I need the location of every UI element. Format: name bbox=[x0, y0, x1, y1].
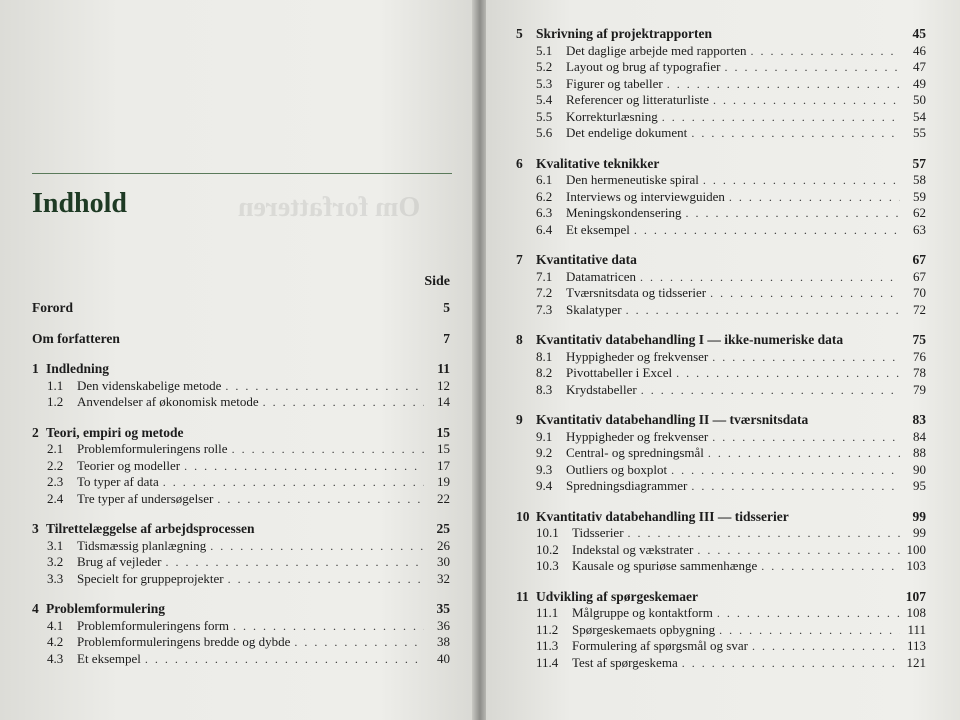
entry-title: Målgruppe og kontaktform bbox=[572, 605, 713, 620]
entry-number: 1.1 bbox=[47, 377, 64, 393]
toc-section-entry bbox=[516, 622, 926, 639]
entry-page-number: 50 bbox=[913, 92, 926, 107]
toc-section-entry bbox=[516, 382, 926, 399]
toc-section-entry bbox=[516, 285, 926, 302]
entry-number: 7.3 bbox=[536, 301, 553, 317]
entry-page-number: 17 bbox=[437, 457, 450, 473]
entry-title: Teorier og modeller bbox=[77, 457, 181, 473]
toc-gap bbox=[32, 507, 450, 521]
entry-title: Kvantitativ databehandling III — tidsserier bbox=[536, 508, 789, 524]
entry-title: Problemformuleringens form bbox=[77, 617, 229, 633]
toc-section-entry bbox=[32, 394, 450, 411]
entry-page-number: 22 bbox=[437, 490, 450, 506]
entry-number: 5.3 bbox=[536, 75, 553, 91]
entry-title: Et eksempel bbox=[566, 221, 630, 237]
entry-title: Kausale og spuriøse sammenhænge bbox=[572, 558, 758, 573]
entry-number: 2.3 bbox=[47, 474, 64, 489]
toc-section-entry bbox=[32, 538, 450, 555]
left-page bbox=[0, 0, 474, 720]
entry-title: Formulering af spørgsmål og svar bbox=[572, 638, 748, 653]
entry-title: Kvantitativ databehandling II — tværsnitsdata bbox=[536, 412, 809, 427]
toc-section-entry bbox=[516, 76, 926, 93]
dot-leader bbox=[626, 302, 900, 319]
entry-number: 3.3 bbox=[47, 570, 64, 586]
dot-leader bbox=[750, 43, 900, 60]
entry-number: 5.2 bbox=[536, 59, 553, 74]
entry-number: 6.4 bbox=[536, 221, 553, 237]
entry-title: Kvantitative data bbox=[536, 252, 637, 267]
entry-number: 8.3 bbox=[536, 381, 553, 397]
toc-section-entry bbox=[32, 441, 450, 458]
entry-page-number: 5 bbox=[443, 300, 450, 315]
entry-title: Interviews og interviewguiden bbox=[566, 188, 725, 204]
entry-title: Hyppigheder og frekvenser bbox=[566, 428, 709, 444]
entry-title: Anvendelser af økonomisk metode bbox=[77, 394, 259, 409]
dot-leader bbox=[725, 59, 900, 76]
entry-title: Figurer og tabeller bbox=[566, 75, 663, 91]
entry-title: Datamatricen bbox=[566, 268, 637, 284]
dot-leader bbox=[184, 458, 424, 475]
entry-page-number: 76 bbox=[913, 348, 926, 364]
toc-section-entry bbox=[516, 462, 926, 479]
entry-title: Indekstal og vækstrater bbox=[572, 541, 694, 557]
entry-page-number: 67 bbox=[913, 268, 926, 284]
entry-number: 9.1 bbox=[536, 428, 553, 444]
entry-number: 2.1 bbox=[47, 441, 64, 456]
toc-section-entry bbox=[516, 43, 926, 60]
entry-page-number: 79 bbox=[913, 381, 926, 397]
dot-leader bbox=[263, 394, 424, 411]
entry-page-number: 63 bbox=[913, 221, 926, 237]
dot-leader bbox=[210, 538, 424, 555]
dot-leader bbox=[628, 525, 900, 542]
entry-title: Problemformuleringens rolle bbox=[77, 441, 228, 456]
entry-number: 9.2 bbox=[536, 445, 553, 460]
toc-gap bbox=[516, 575, 926, 589]
dot-leader bbox=[712, 429, 900, 446]
entry-page-number: 62 bbox=[913, 205, 926, 220]
toc-chapter-entry bbox=[32, 361, 450, 378]
dot-leader bbox=[691, 125, 900, 142]
entry-title: Det endelige dokument bbox=[566, 125, 688, 140]
toc-section-entry bbox=[516, 365, 926, 382]
entry-page-number: 14 bbox=[437, 394, 450, 409]
dot-leader bbox=[671, 462, 900, 479]
entry-title: Referencer og litteraturliste bbox=[566, 92, 709, 107]
toc-gap bbox=[516, 318, 926, 332]
toc-chapter-entry bbox=[516, 509, 926, 526]
entry-page-number: 75 bbox=[912, 332, 926, 347]
toc-gap bbox=[516, 495, 926, 509]
toc-section-entry bbox=[516, 172, 926, 189]
toc-list-right bbox=[516, 26, 926, 671]
toc-section-entry bbox=[32, 634, 450, 651]
entry-number: 8.2 bbox=[536, 365, 553, 380]
toc-section-entry bbox=[516, 655, 926, 672]
right-page bbox=[486, 0, 960, 720]
entry-page-number: 26 bbox=[437, 537, 450, 553]
entry-page-number: 111 bbox=[907, 621, 926, 637]
entry-page-number: 107 bbox=[905, 588, 926, 604]
toc-section-entry bbox=[516, 525, 926, 542]
dot-leader bbox=[686, 205, 900, 222]
entry-page-number: 45 bbox=[912, 26, 926, 41]
toc-chapter-entry bbox=[516, 156, 926, 173]
entry-title: Tidsserier bbox=[572, 525, 624, 540]
toc-section-entry bbox=[516, 222, 926, 239]
toc-chapter-entry bbox=[516, 332, 926, 349]
entry-page-number: 35 bbox=[436, 601, 450, 616]
dot-leader bbox=[752, 638, 900, 655]
entry-number: 8 bbox=[516, 332, 523, 347]
toc-section-entry bbox=[516, 445, 926, 462]
entry-page-number: 121 bbox=[906, 654, 926, 670]
toc-gap bbox=[32, 587, 450, 601]
dot-leader bbox=[233, 618, 424, 635]
entry-title: Specielt for gruppeprojekter bbox=[77, 570, 224, 586]
bleed-through-text: Om forfatteren bbox=[238, 192, 421, 223]
entry-title: Spørgeskemaets opbygning bbox=[572, 621, 716, 637]
entry-title: Problemformuleringens bredde og dybde bbox=[77, 634, 291, 649]
entry-title: Skalatyper bbox=[566, 301, 622, 317]
toc-section-entry bbox=[516, 59, 926, 76]
entry-title: Udvikling af spørgeskemaer bbox=[536, 588, 698, 604]
entry-page-number: 83 bbox=[912, 412, 926, 427]
entry-page-number: 36 bbox=[437, 617, 450, 633]
entry-page-number: 7 bbox=[443, 330, 450, 346]
entry-number: 3 bbox=[32, 521, 39, 536]
dot-leader bbox=[228, 571, 424, 588]
toc-section-entry bbox=[32, 618, 450, 635]
toc-section-entry bbox=[32, 491, 450, 508]
entry-number: 4.3 bbox=[47, 650, 64, 666]
entry-page-number: 38 bbox=[437, 634, 450, 649]
entry-page-number: 67 bbox=[912, 252, 926, 267]
entry-number: 11.1 bbox=[536, 605, 559, 620]
entry-number: 7.1 bbox=[536, 268, 553, 284]
entry-title: Teori, empiri og metode bbox=[46, 424, 184, 440]
entry-number: 5.6 bbox=[536, 125, 553, 140]
entry-page-number: 57 bbox=[912, 155, 926, 171]
entry-title: Den hermeneutiske spiral bbox=[566, 172, 699, 187]
entry-page-number: 59 bbox=[913, 188, 926, 204]
entry-number: 4 bbox=[32, 601, 39, 616]
dot-leader bbox=[713, 92, 900, 109]
toc-section-entry bbox=[32, 474, 450, 491]
toc-gap bbox=[32, 317, 450, 331]
toc-section-entry bbox=[516, 542, 926, 559]
toc-gap bbox=[32, 347, 450, 361]
dot-leader bbox=[667, 76, 900, 93]
entry-number: 2.2 bbox=[47, 457, 64, 473]
dot-leader bbox=[225, 378, 424, 395]
dot-leader bbox=[294, 634, 424, 651]
toc-list-left bbox=[32, 300, 450, 667]
entry-number: 1.2 bbox=[47, 394, 64, 409]
toc-section-entry bbox=[32, 651, 450, 668]
toc-section-entry bbox=[516, 205, 926, 222]
dot-leader bbox=[717, 605, 900, 622]
entry-page-number: 49 bbox=[913, 75, 926, 91]
entry-title: Det daglige arbejde med rapporten bbox=[566, 42, 747, 58]
dot-leader bbox=[165, 554, 424, 571]
toc-chapter-entry bbox=[32, 601, 450, 618]
toc-section-entry bbox=[516, 429, 926, 446]
entry-title: Hyppigheder og frekvenser bbox=[566, 348, 709, 364]
toc-gap bbox=[516, 398, 926, 412]
entry-number: 9.4 bbox=[536, 478, 553, 493]
entry-number: 4.2 bbox=[47, 634, 64, 649]
dot-leader bbox=[691, 478, 900, 495]
entry-number: 10 bbox=[516, 508, 530, 524]
entry-number: 10.1 bbox=[536, 525, 559, 540]
entry-number: 10.2 bbox=[536, 541, 559, 557]
entry-page-number: 88 bbox=[913, 445, 926, 460]
entry-number: 10.3 bbox=[536, 558, 559, 573]
entry-page-number: 12 bbox=[437, 377, 450, 393]
dot-leader bbox=[761, 558, 900, 575]
entry-page-number: 11 bbox=[437, 361, 450, 376]
dot-leader bbox=[729, 189, 900, 206]
entry-page-number: 40 bbox=[437, 650, 450, 666]
entry-number: 6 bbox=[516, 155, 523, 171]
dot-leader bbox=[710, 285, 900, 302]
entry-title: Om forfatteren bbox=[32, 330, 120, 346]
toc-chapter-entry bbox=[516, 252, 926, 269]
toc-section-entry bbox=[516, 638, 926, 655]
entry-page-number: 54 bbox=[913, 108, 926, 124]
toc-section-entry bbox=[516, 478, 926, 495]
dot-leader bbox=[676, 365, 900, 382]
entry-page-number: 30 bbox=[437, 554, 450, 569]
toc-section-entry bbox=[516, 605, 926, 622]
entry-page-number: 70 bbox=[913, 285, 926, 300]
dot-leader bbox=[163, 474, 424, 491]
entry-title: Skrivning af projektrapporten bbox=[536, 26, 713, 41]
entry-page-number: 19 bbox=[437, 474, 450, 489]
toc-section-entry bbox=[32, 571, 450, 588]
toc-chapter-entry bbox=[516, 412, 926, 429]
entry-page-number: 103 bbox=[906, 558, 926, 573]
toc-section-entry bbox=[516, 269, 926, 286]
entry-number: 5.5 bbox=[536, 108, 553, 124]
toc-section-entry bbox=[516, 349, 926, 366]
dot-leader bbox=[634, 222, 900, 239]
page-title: Indhold bbox=[32, 188, 127, 219]
toc-gap bbox=[32, 411, 450, 425]
entry-number: 9 bbox=[516, 412, 523, 427]
entry-number: 5.1 bbox=[536, 42, 553, 58]
toc-section-entry bbox=[32, 458, 450, 475]
entry-page-number: 90 bbox=[913, 461, 926, 477]
entry-number: 6.3 bbox=[536, 205, 553, 220]
toc-chapter-entry bbox=[516, 26, 926, 43]
dot-leader bbox=[641, 382, 900, 399]
entry-title: Tidsmæssig planlægning bbox=[77, 537, 207, 553]
entry-number: 11.4 bbox=[536, 654, 559, 670]
entry-title: Brug af vejleder bbox=[77, 554, 162, 569]
toc-section-entry bbox=[32, 378, 450, 395]
dot-leader bbox=[703, 172, 900, 189]
entry-title: Test af spørgeskema bbox=[572, 654, 678, 670]
toc-section-entry bbox=[516, 109, 926, 126]
entry-number: 7 bbox=[516, 252, 523, 267]
entry-number: 3.1 bbox=[47, 537, 64, 553]
entry-number: 7.2 bbox=[536, 285, 553, 300]
entry-title: Den videnskabelige metode bbox=[77, 377, 222, 393]
toc-section-entry bbox=[516, 189, 926, 206]
entry-title: Et eksempel bbox=[77, 650, 141, 666]
entry-number: 2.4 bbox=[47, 490, 64, 506]
entry-page-number: 32 bbox=[437, 570, 450, 586]
entry-number: 6.2 bbox=[536, 188, 553, 204]
entry-page-number: 15 bbox=[436, 424, 450, 440]
dot-leader bbox=[712, 349, 900, 366]
toc-gap bbox=[516, 142, 926, 156]
entry-title: Kvalitative teknikker bbox=[536, 155, 660, 171]
entry-title: Outliers og boxplot bbox=[566, 461, 668, 477]
title-rule bbox=[32, 173, 452, 174]
entry-page-number: 46 bbox=[913, 42, 926, 58]
entry-title: Tværsnitsdata og tidsserier bbox=[566, 285, 707, 300]
entry-page-number: 100 bbox=[906, 541, 926, 557]
dot-leader bbox=[697, 542, 900, 559]
dot-leader bbox=[640, 269, 900, 286]
toc-section-entry bbox=[516, 302, 926, 319]
entry-page-number: 108 bbox=[906, 605, 926, 620]
entry-title: Problemformulering bbox=[46, 601, 165, 616]
toc-chapter-entry bbox=[32, 300, 450, 317]
entry-page-number: 99 bbox=[913, 525, 926, 540]
entry-page-number: 99 bbox=[912, 508, 926, 524]
entry-number: 3.2 bbox=[47, 554, 64, 569]
entry-number: 11.3 bbox=[536, 638, 559, 653]
toc-chapter-entry bbox=[32, 425, 450, 442]
page-column-label: Side bbox=[424, 274, 450, 289]
toc-chapter-entry bbox=[516, 589, 926, 606]
toc-section-entry bbox=[516, 125, 926, 142]
entry-title: Spredningsdiagrammer bbox=[566, 478, 688, 493]
entry-title: Tre typer af undersøgelser bbox=[77, 490, 214, 506]
dot-leader bbox=[145, 651, 424, 668]
entry-title: Tilrettelæggelse af arbejdsprocessen bbox=[46, 521, 255, 536]
toc-section-entry bbox=[32, 554, 450, 571]
toc-section-entry bbox=[516, 558, 926, 575]
dot-leader bbox=[232, 441, 424, 458]
entry-number: 4.1 bbox=[47, 617, 64, 633]
entry-page-number: 84 bbox=[913, 428, 926, 444]
entry-title: Forord bbox=[32, 300, 73, 315]
entry-title: Indledning bbox=[46, 361, 110, 376]
entry-page-number: 25 bbox=[436, 521, 450, 536]
entry-number: 6.1 bbox=[536, 172, 553, 187]
entry-page-number: 78 bbox=[913, 365, 926, 380]
entry-title: Meningskondensering bbox=[566, 205, 682, 220]
entry-page-number: 15 bbox=[437, 441, 450, 456]
entry-number: 11.2 bbox=[536, 621, 559, 637]
entry-number: 5 bbox=[516, 26, 523, 41]
entry-page-number: 55 bbox=[913, 125, 926, 140]
entry-page-number: 58 bbox=[913, 172, 926, 187]
dot-leader bbox=[719, 622, 900, 639]
entry-title: Krydstabeller bbox=[566, 381, 637, 397]
entry-page-number: 113 bbox=[906, 638, 926, 653]
dot-leader bbox=[217, 491, 424, 508]
entry-title: Korrekturlæsning bbox=[566, 108, 658, 124]
entry-title: Central- og spredningsmål bbox=[566, 445, 704, 460]
entry-page-number: 72 bbox=[913, 301, 926, 317]
dot-leader bbox=[662, 109, 900, 126]
entry-title: Pivottabeller i Excel bbox=[566, 365, 673, 380]
toc-chapter-entry bbox=[32, 331, 450, 348]
entry-number: 1 bbox=[32, 361, 39, 376]
entry-title: To typer af data bbox=[77, 474, 159, 489]
entry-number: 11 bbox=[516, 588, 529, 604]
entry-number: 5.4 bbox=[536, 92, 553, 107]
entry-number: 9.3 bbox=[536, 461, 553, 477]
toc-chapter-entry bbox=[32, 521, 450, 538]
toc-section-entry bbox=[516, 92, 926, 109]
entry-number: 8.1 bbox=[536, 348, 553, 364]
entry-title: Kvantitativ databehandling I — ikke-numeriske data bbox=[536, 332, 844, 347]
dot-leader bbox=[708, 445, 900, 462]
toc-gap bbox=[516, 238, 926, 252]
entry-page-number: 95 bbox=[913, 478, 926, 493]
entry-page-number: 47 bbox=[913, 59, 926, 74]
entry-number: 2 bbox=[32, 424, 39, 440]
entry-title: Layout og brug af typografier bbox=[566, 59, 721, 74]
dot-leader bbox=[682, 655, 900, 672]
